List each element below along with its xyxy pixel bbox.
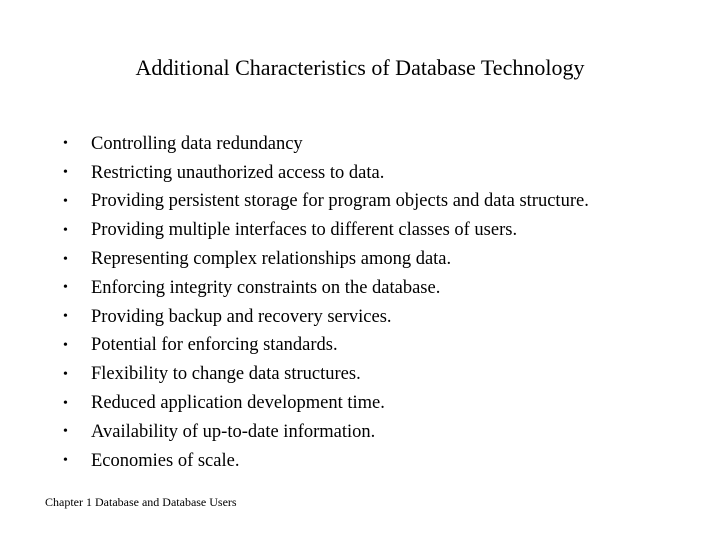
list-item	[40, 389, 589, 418]
list-item	[40, 447, 589, 476]
list-item-text: Potential for enforcing standards.	[91, 335, 338, 356]
list-item	[40, 188, 589, 217]
list-item-text: Enforcing integrity constraints on the database.	[91, 277, 441, 298]
list-item-text: Providing backup and recovery services.	[91, 306, 392, 327]
list-item	[40, 332, 589, 361]
list-item	[40, 245, 589, 274]
bullet-icon: •	[63, 136, 68, 152]
list-item-text: Providing multiple interfaces to different classes of users.	[91, 220, 518, 241]
bullet-icon: •	[63, 337, 68, 353]
list-item-text: Reduced application development time.	[91, 393, 385, 414]
list-item	[40, 216, 589, 245]
bullet-icon: •	[63, 366, 68, 382]
bullet-icon: •	[63, 453, 68, 469]
list-item	[40, 303, 589, 332]
slide-footer: Chapter 1 Database and Database Users	[45, 495, 237, 509]
list-item	[40, 274, 589, 303]
list-item-text: Restricting unauthorized access to data.	[91, 162, 385, 183]
bullet-icon: •	[63, 395, 68, 411]
bullet-icon: •	[63, 165, 68, 181]
bullet-icon: •	[63, 309, 68, 325]
list-item	[40, 130, 589, 159]
list-item	[40, 159, 589, 188]
slide-title: Additional Characteristics of Database Technology	[135, 55, 585, 80]
list-item-text: Economies of scale.	[91, 450, 240, 471]
bullet-icon: •	[63, 222, 68, 238]
bullet-icon: •	[63, 280, 68, 296]
list-item-text: Providing persistent storage for program objects and data structure.	[91, 191, 589, 212]
characteristics-list	[40, 130, 589, 476]
list-item-text: Controlling data redundancy	[91, 133, 303, 154]
list-item	[40, 418, 589, 447]
bullet-icon: •	[63, 251, 68, 267]
list-item-text: Representing complex relationships among data.	[91, 249, 452, 270]
bullet-icon: •	[63, 193, 68, 209]
list-item	[40, 360, 589, 389]
list-item-text: Availability of up-to-date information.	[91, 421, 376, 442]
bullet-icon: •	[63, 424, 68, 440]
list-item-text: Flexibility to change data structures.	[91, 364, 361, 385]
